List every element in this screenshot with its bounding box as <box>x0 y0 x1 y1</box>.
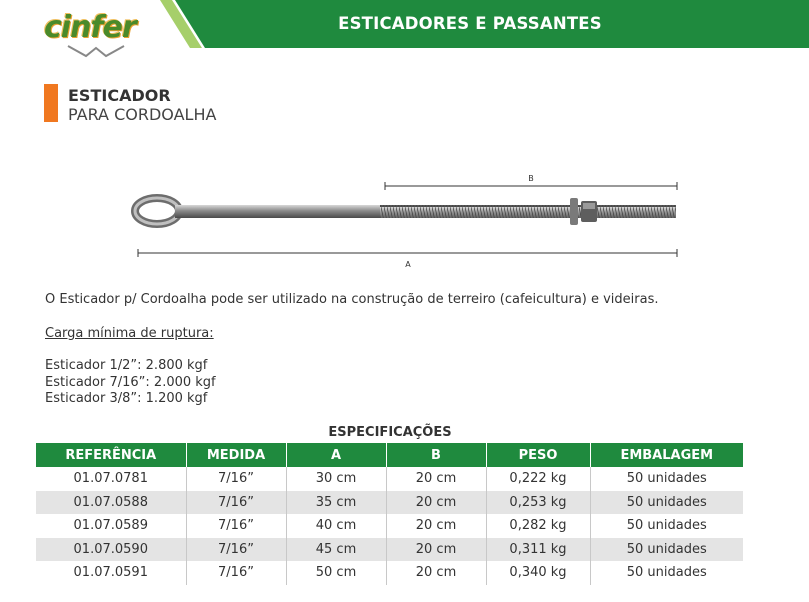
header-medida: MEDIDA <box>186 443 286 467</box>
spec-title: ESPECIFICAÇÕES <box>328 425 452 440</box>
cell-a: 30 cm <box>286 467 386 491</box>
section-subtitle: PARA CORDOALHA <box>68 105 217 124</box>
cell-referencia: 01.07.0588 <box>36 491 186 515</box>
cell-b: 20 cm <box>386 491 486 515</box>
label-a: A <box>405 260 411 269</box>
table-row <box>36 514 743 538</box>
cell-referencia: 01.07.0781 <box>36 467 186 491</box>
header-peso: PESO <box>486 443 590 467</box>
cell-medida: 7/16” <box>186 491 286 515</box>
header-referencia: REFERÊNCIA <box>36 443 186 467</box>
section-marker <box>44 84 58 122</box>
cell-a: 35 cm <box>286 491 386 515</box>
cell-referencia: 01.07.0589 <box>36 514 186 538</box>
cell-b: 20 cm <box>386 467 486 491</box>
label-b: B <box>528 174 534 183</box>
cell-peso: 0,253 kg <box>486 491 590 515</box>
table-row <box>36 491 743 515</box>
header-bar <box>0 0 809 48</box>
carga-title: Carga mínima de ruptura: <box>45 326 214 341</box>
cell-embalagem: 50 unidades <box>590 538 743 562</box>
cell-medida: 7/16” <box>186 467 286 491</box>
cell-a: 40 cm <box>286 514 386 538</box>
carga-item: Esticador 3/8”: 1.200 kgf <box>45 391 208 406</box>
section-title: ESTICADOR <box>68 86 171 105</box>
cell-embalagem: 50 unidades <box>626 518 707 534</box>
logo-emblem <box>66 44 126 58</box>
cell-embalagem: 50 unidades <box>626 471 707 487</box>
cell-a: 45 cm <box>286 538 386 562</box>
carga-list <box>45 358 216 408</box>
product-description: O Esticador p/ Cordoalha pode ser utilizado na construção de terreiro (cafeicultura) e videiras. <box>45 292 659 307</box>
cell-a: 50 cm <box>286 561 386 585</box>
header-a: A <box>286 443 386 467</box>
cell-peso: 0,311 kg <box>486 538 590 562</box>
table-row <box>36 467 743 491</box>
cell-b: 20 cm <box>386 561 486 585</box>
cell-referencia: 01.07.0590 <box>36 538 186 562</box>
cell-medida: 7/16” <box>186 514 286 538</box>
cell-medida: 7/16” <box>186 561 286 585</box>
carga-item: Esticador 7/16”: 2.000 kgf <box>45 374 216 390</box>
table-row <box>36 538 743 562</box>
header-embalagem: EMBALAGEM <box>590 443 743 467</box>
header-title: ESTICADORES E PASSANTES <box>338 14 602 33</box>
cell-embalagem: 50 unidades <box>626 565 707 581</box>
eye-bolt <box>135 198 676 225</box>
cell-peso: 0,222 kg <box>486 467 590 491</box>
cell-medida: 7/16” <box>186 538 286 562</box>
table-header-row <box>36 443 743 467</box>
cinfer-logo <box>40 6 150 50</box>
carga-item: Esticador 1/2”: 2.800 kgf <box>45 358 208 373</box>
logo-text: cinfer <box>44 10 136 45</box>
table-row <box>36 561 743 585</box>
cell-embalagem: 50 unidades <box>590 491 743 515</box>
cell-referencia: 01.07.0591 <box>36 561 186 585</box>
cell-b: 20 cm <box>386 514 486 538</box>
product-diagram <box>120 165 690 275</box>
dimension-b <box>385 182 677 190</box>
header-b: B <box>386 443 486 467</box>
cell-b: 20 cm <box>386 538 486 562</box>
spec-table <box>36 443 743 585</box>
dimension-a <box>138 249 677 257</box>
cell-peso: 0,340 kg <box>486 561 590 585</box>
cell-peso: 0,282 kg <box>486 514 590 538</box>
